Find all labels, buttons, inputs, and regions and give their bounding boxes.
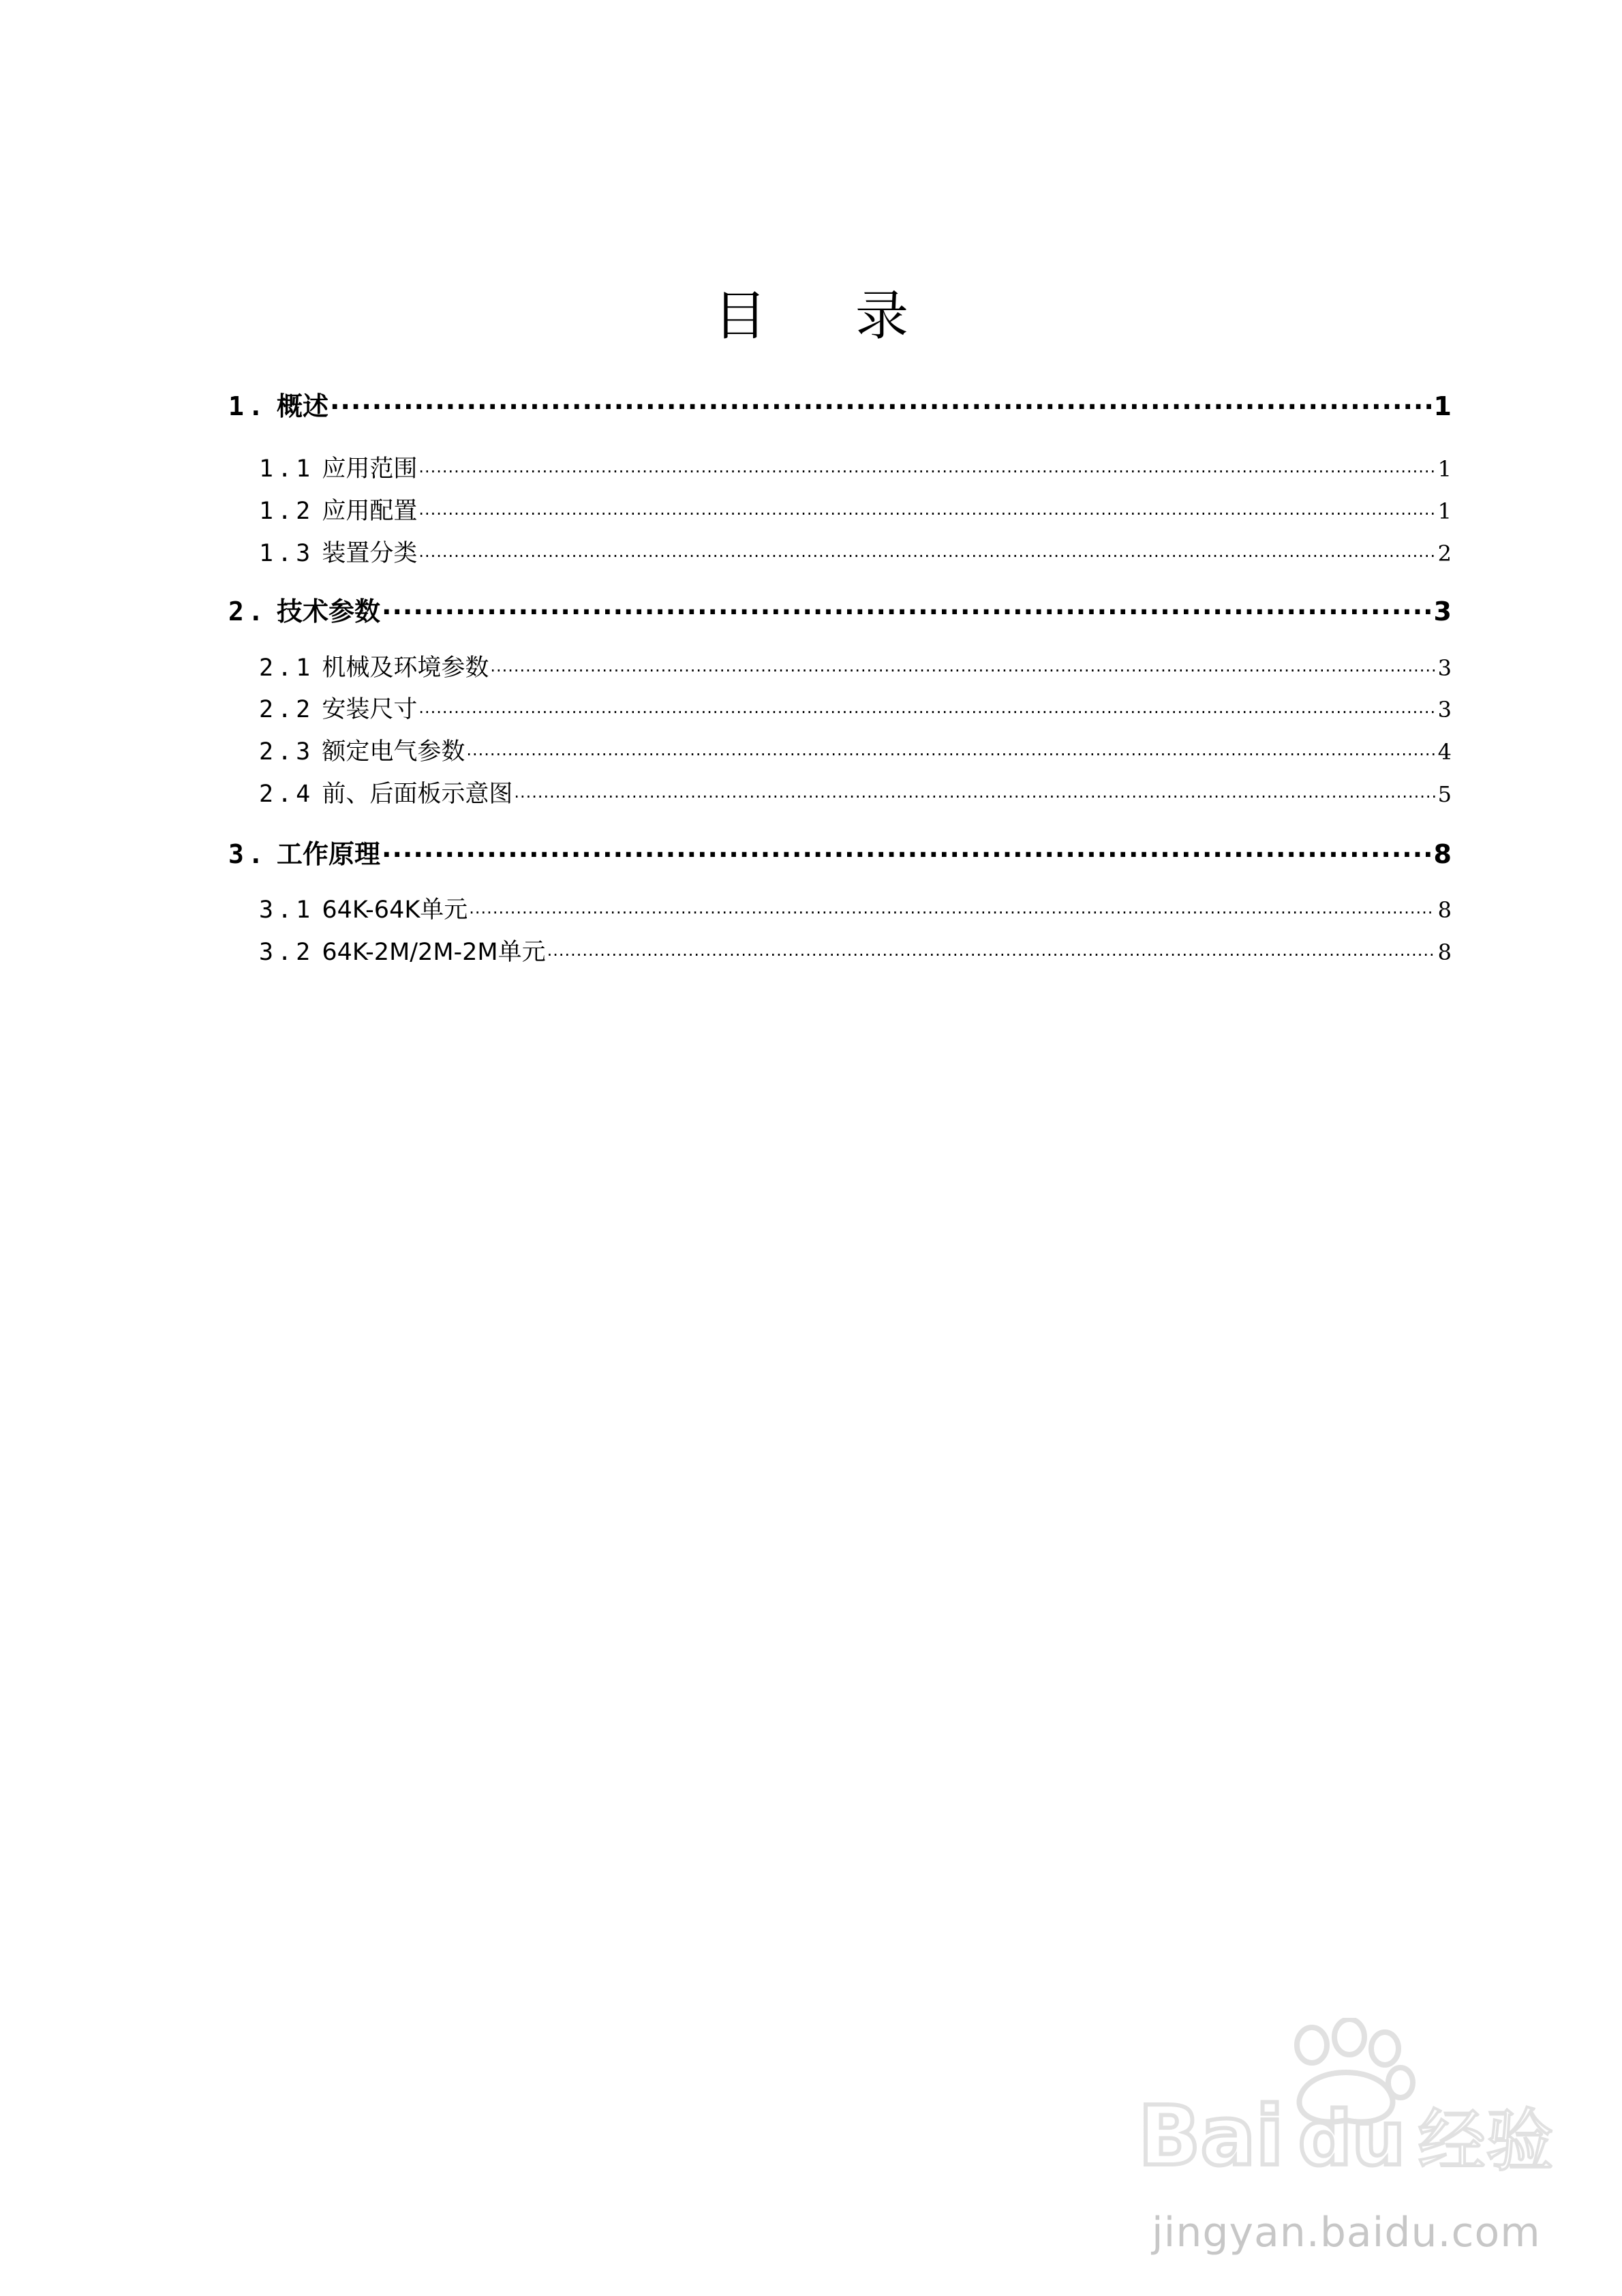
toc-entry-number: 1. [228,391,268,421]
toc-entry[interactable] [228,385,1452,423]
toc-entry-page: 5 [1437,781,1452,807]
toc-entry-text: 装置分类 [322,540,418,567]
toc-entry-text: 概述 [277,391,329,421]
toc-entry[interactable] [259,933,1452,967]
toc-leader [466,743,1435,759]
toc-leader [490,659,1435,676]
toc-leader [469,901,1435,918]
toc-entry[interactable] [259,450,1452,484]
toc-entry-number: 3. [228,839,268,869]
toc-leader [514,785,1435,802]
svg-text:经验: 经验 [1418,2101,1554,2181]
toc-entry-number: 2. [228,596,268,626]
toc-entry-text: 安装尺寸 [322,696,418,723]
toc-entry-page: 1 [1433,391,1452,421]
toc-entry-text: 工作原理 [277,839,381,869]
toc-leader [382,837,1431,863]
toc-entry-page: 3 [1437,655,1452,681]
toc-entry-page: 4 [1437,739,1452,765]
toc-entry-text: 64K-64K单元 [322,896,468,924]
toc-entry-number: 3.2 [259,939,315,966]
toc-entry[interactable] [259,775,1452,809]
toc-entry-text: 应用范围 [322,455,418,483]
title-char-2: 录 [855,286,909,347]
toc-leader [547,943,1435,960]
toc-entry-page: 8 [1433,839,1452,869]
toc-entry-number: 3.1 [259,896,315,924]
toc-entry[interactable] [259,492,1452,526]
toc-entry-number: 2.2 [259,696,315,723]
toc-entry[interactable] [228,833,1452,871]
toc-entry-number: 2.4 [259,781,315,808]
toc-entry[interactable] [259,534,1452,569]
toc-leader [418,502,1435,519]
svg-text:du: du [1298,2095,1406,2182]
toc-leader [418,545,1435,561]
toc-entry[interactable] [259,649,1452,683]
toc-entry-text: 64K-2M/2M-2M单元 [322,939,546,966]
watermark-url: jingyan.baidu.com [1152,2209,1541,2256]
toc-leader [418,460,1435,477]
toc-leader [330,389,1431,415]
watermark-brand: Bai [1138,2089,1284,2184]
toc-entry-page: 3 [1433,596,1452,626]
toc-entry-number: 2.1 [259,654,315,682]
toc-entry-number: 1.2 [259,498,315,525]
table-of-contents [0,0,1622,1023]
toc-entry-number: 1.3 [259,540,315,567]
toc-entry-text: 额定电气参数 [322,738,465,766]
toc-leader [382,594,1431,620]
toc-entry-page: 1 [1437,456,1452,482]
toc-entry[interactable] [259,891,1452,925]
toc-entry-page: 3 [1437,697,1452,723]
toc-entry-text: 应用配置 [322,498,418,525]
toc-entry[interactable] [228,590,1452,628]
toc-entry-page: 1 [1437,498,1452,524]
toc-entry[interactable] [259,691,1452,725]
toc-entry-page: 8 [1437,939,1452,965]
toc-entry-number: 1.1 [259,455,315,483]
toc-entry-text: 机械及环境参数 [322,654,489,682]
paw-icon [1131,2018,1554,2195]
title-char-1: 目 [713,286,767,347]
toc-entry[interactable] [259,733,1452,767]
toc-entry-text: 技术参数 [277,596,381,626]
toc-entry-number: 2.3 [259,738,315,766]
toc-leader [418,701,1435,717]
toc-entry-page: 8 [1437,897,1452,923]
toc-entry-text: 前、后面板示意图 [322,781,513,808]
toc-entry-page: 2 [1437,541,1452,567]
